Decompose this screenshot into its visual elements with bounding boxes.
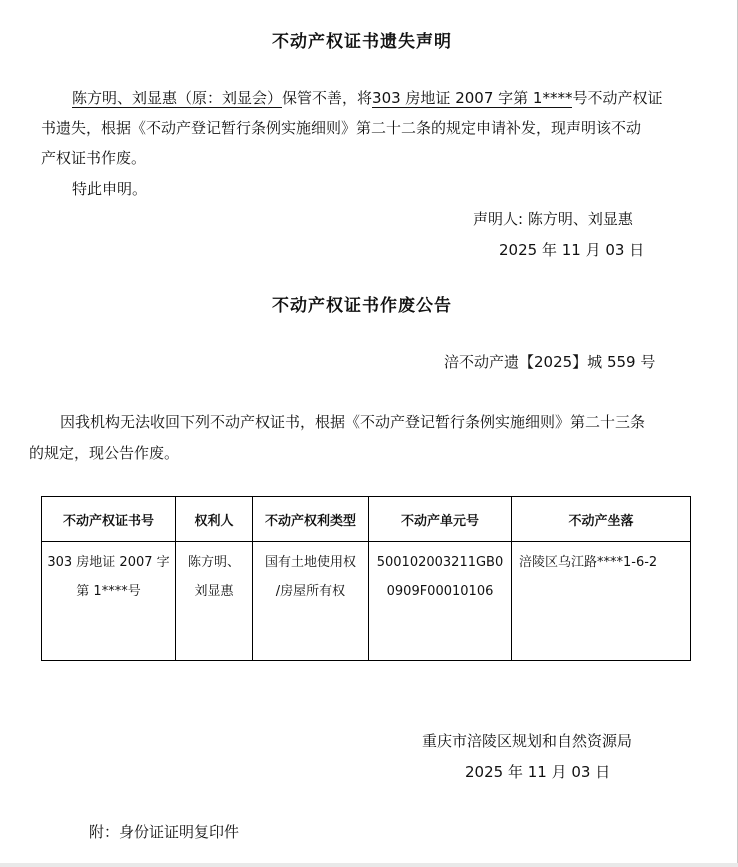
owners-names: 陈方明、刘显惠（原：刘显会） — [72, 89, 283, 107]
announcement-doc-number: 涪不动产遗【2025】城 559 号 — [444, 353, 656, 371]
cell-right-type-line-1: 国有土地使用权 — [264, 555, 356, 570]
cell-unit-no-line-1: 500102003211GB0 — [376, 555, 504, 570]
cell-right-type — [253, 542, 369, 661]
table-header-row — [42, 497, 691, 542]
statement-line-2: 书遗失，根据《不动产登记暂行条例实施细则》第二十二条的规定申请补发，现声明该不动 — [41, 119, 642, 137]
certificate-number: 303 房地证 2007 字第 1**** — [372, 89, 573, 107]
attachment-note: 附：身份证证明复印件 — [89, 823, 240, 841]
cell-cert-no-line-2: 第 1****号 — [76, 584, 141, 599]
header-unit-no: 不动产单元号 — [369, 497, 512, 542]
statement-title: 不动产权证书遗失声明 — [272, 32, 452, 52]
cell-location — [512, 542, 691, 661]
header-right-type: 不动产权利类型 — [253, 497, 369, 542]
cell-holder — [176, 542, 253, 661]
header-location: 不动产坐落 — [512, 497, 691, 542]
cell-cert-no-line-1: 303 房地证 2007 字 — [47, 555, 170, 570]
cell-holder-line-2: 刘显惠 — [194, 584, 234, 599]
cell-unit-no-line-2: 0909F00010106 — [386, 584, 494, 599]
cell-unit-no — [369, 542, 512, 661]
header-cert-no: 不动产权证书号 — [42, 497, 176, 542]
header-holder: 权利人 — [176, 497, 253, 542]
statement-text-1: 保管不善，将 — [282, 89, 373, 107]
statement-line-3: 产权证书作废。 — [41, 149, 147, 167]
statement-text-2: 号不动产权证 — [572, 89, 663, 107]
statement-date: 2025 年 11 月 03 日 — [499, 241, 645, 259]
statement-line-1 — [72, 83, 662, 113]
page-edge-bottom — [0, 863, 738, 867]
announcement-line-1: 因我机构无法收回下列不动产权证书，根据《不动产登记暂行条例实施细则》第二十三条 — [60, 413, 646, 431]
announcement-line-2: 的规定，现公告作废。 — [29, 444, 180, 462]
announcement-title: 不动产权证书作废公告 — [272, 296, 452, 316]
statement-special: 特此申明。 — [72, 180, 148, 198]
cell-location-text: 涪陵区乌江路****1-6-2 — [519, 555, 658, 570]
table-row — [42, 542, 691, 661]
cell-cert-no — [42, 542, 176, 661]
announcement-date: 2025 年 11 月 03 日 — [465, 763, 611, 781]
void-certificate-table — [41, 496, 691, 661]
issuing-authority: 重庆市涪陵区规划和自然资源局 — [422, 732, 633, 750]
cell-right-type-line-2: /房屋所有权 — [275, 584, 346, 599]
declarant: 声明人: 陈方明、刘显惠 — [473, 210, 633, 228]
cell-holder-line-1: 陈方明、 — [187, 555, 240, 570]
